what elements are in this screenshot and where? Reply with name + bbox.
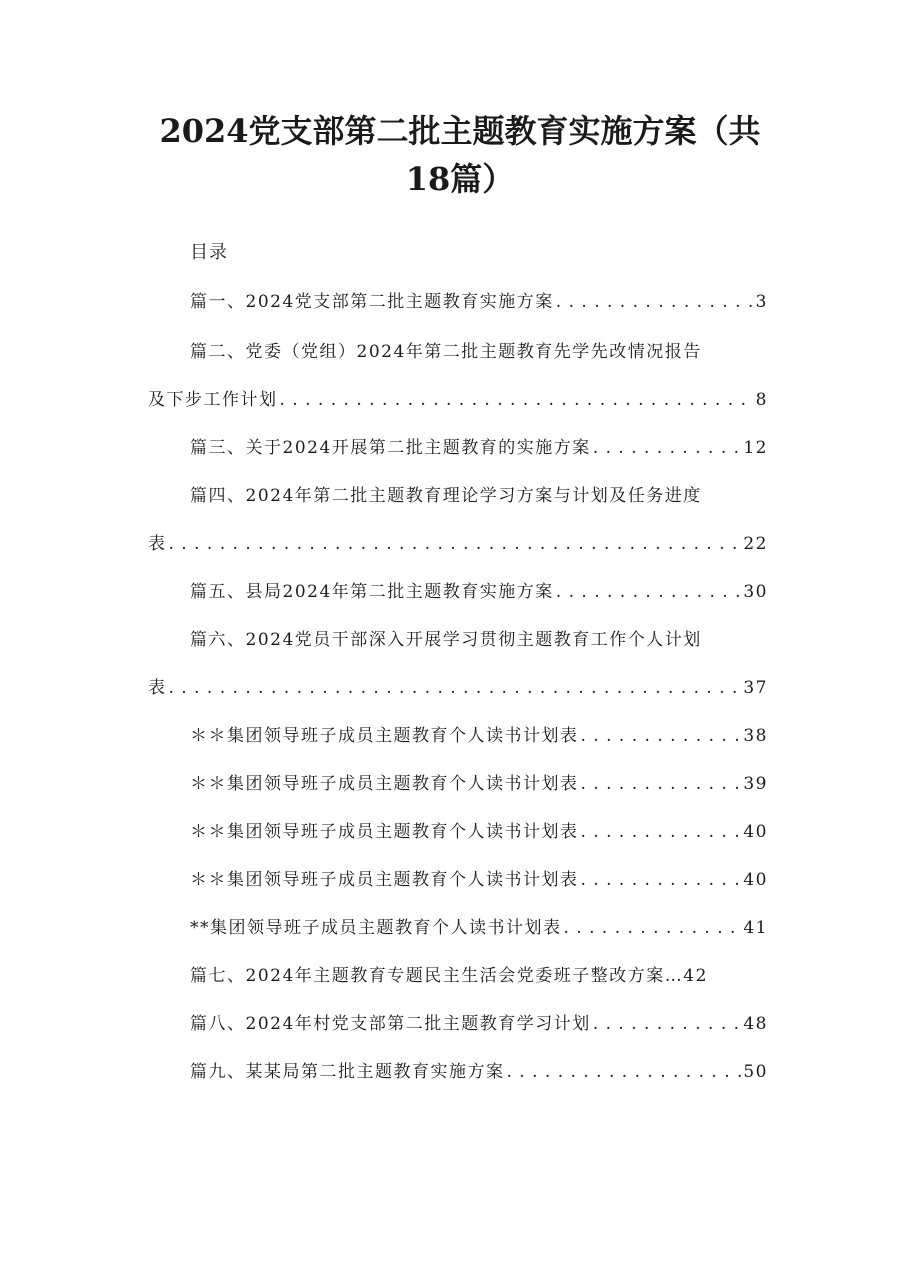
toc-leader-dots — [556, 582, 742, 602]
toc-entry-6-cont[interactable] — [148, 668, 768, 698]
toc-entry-text: 篇二、党委（党组）2024年第二批主题教育先学先改情况报告 — [190, 342, 702, 362]
toc-heading: 目录 — [190, 242, 228, 263]
toc-leader-dots — [564, 918, 742, 938]
toc-page-number: 40 — [743, 870, 768, 890]
toc-leader-dots — [169, 534, 742, 554]
document-title-line-2: 18篇） — [405, 160, 515, 198]
toc-subentry-4[interactable] — [190, 860, 768, 890]
toc-entry-text: 篇六、2024党员干部深入开展学习贯彻主题教育工作个人计划 — [190, 630, 702, 650]
toc-entry-1[interactable] — [190, 282, 768, 312]
toc-entry-4-cont[interactable] — [148, 524, 768, 554]
toc-leader-dots — [581, 726, 742, 746]
toc-leader-dots — [556, 292, 754, 312]
toc-entry-2-cont[interactable] — [148, 380, 768, 410]
toc-page-number: 8 — [755, 390, 768, 410]
toc-page-number: 3 — [755, 292, 768, 312]
toc-entry-text: 篇三、关于2024开展第二批主题教育的实施方案 — [190, 438, 591, 458]
toc-entry-3[interactable] — [190, 428, 768, 458]
toc-entry-5[interactable] — [190, 572, 768, 602]
toc-entry-text: ＊＊集团领导班子成员主题教育个人读书计划表 — [190, 870, 579, 890]
toc-entry-text: 篇八、2024年村党支部第二批主题教育学习计划 — [190, 1014, 591, 1034]
toc-entry-8[interactable] — [190, 1004, 768, 1034]
toc-entry-text: 及下步工作计划 — [148, 390, 278, 410]
toc-entry-6[interactable] — [190, 620, 768, 650]
toc-page-number: 22 — [743, 534, 768, 554]
toc-page-number: 48 — [743, 1014, 768, 1034]
toc-leader-dots — [280, 390, 754, 410]
toc-entry-text: 篇一、2024党支部第二批主题教育实施方案 — [190, 292, 554, 312]
toc-leader-dots — [593, 1014, 742, 1034]
toc-entry-text: 篇七、2024年主题教育专题民主生活会党委班子整改方案…42 — [190, 966, 708, 986]
toc-page-number: 50 — [743, 1062, 768, 1082]
toc-entry-text: 篇五、县局2024年第二批主题教育实施方案 — [190, 582, 554, 602]
toc-leader-dots — [581, 774, 742, 794]
toc-entry-text: 表 — [148, 678, 167, 698]
toc-page-number: 41 — [743, 918, 768, 938]
toc-entry-4[interactable] — [190, 476, 768, 506]
toc-subentry-5[interactable] — [190, 908, 768, 938]
toc-subentry-3[interactable] — [190, 812, 768, 842]
toc-entry-text: ＊＊集团领导班子成员主题教育个人读书计划表 — [190, 774, 579, 794]
toc-leader-dots — [507, 1062, 742, 1082]
toc-page-number: 38 — [743, 726, 768, 746]
toc-page-number: 37 — [743, 678, 768, 698]
toc-subentry-1[interactable] — [190, 716, 768, 746]
toc-leader-dots — [581, 870, 742, 890]
toc-leader-dots — [593, 438, 742, 458]
toc-subentry-2[interactable] — [190, 764, 768, 794]
toc-page-number: 39 — [743, 774, 768, 794]
toc-entry-9[interactable] — [190, 1052, 768, 1082]
toc-entry-7[interactable] — [190, 956, 768, 986]
toc-page-number: 40 — [743, 822, 768, 842]
toc-page-number: 30 — [743, 582, 768, 602]
document-title-line-1: 2024党支部第二批主题教育实施方案（共 — [159, 112, 761, 150]
toc-page-number: 12 — [743, 438, 768, 458]
toc-leader-dots — [169, 678, 742, 698]
toc-entry-text: ＊＊集团领导班子成员主题教育个人读书计划表 — [190, 822, 579, 842]
toc-entry-text: **集团领导班子成员主题教育个人读书计划表 — [190, 918, 562, 938]
toc-entry-text: ＊＊集团领导班子成员主题教育个人读书计划表 — [190, 726, 579, 746]
toc-leader-dots — [581, 822, 742, 842]
toc-entry-text: 表 — [148, 534, 167, 554]
toc-entry-text: 篇四、2024年第二批主题教育理论学习方案与计划及任务进度 — [190, 486, 702, 506]
toc-entry-2[interactable] — [190, 332, 768, 362]
toc-entry-text: 篇九、某某局第二批主题教育实施方案 — [190, 1062, 505, 1082]
